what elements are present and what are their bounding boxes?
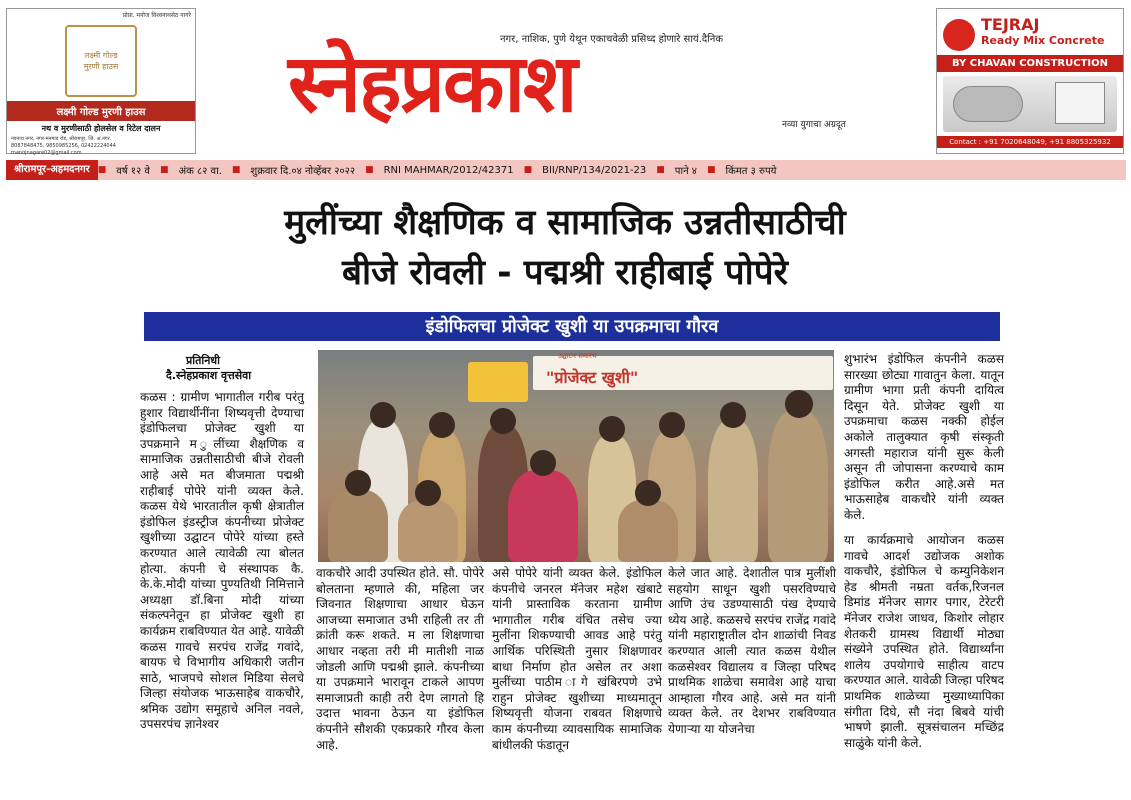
edition-issue: अंक ८२ वा. xyxy=(178,166,222,177)
byline-label: प्रतिनिधी xyxy=(186,354,220,367)
masthead-motto: नव्या युगाचा अग्रदूत xyxy=(782,120,846,130)
ad-tejraj xyxy=(936,8,1124,154)
page-count: पाने ४ xyxy=(674,166,697,177)
logo-text-2: मुरणी हाउस xyxy=(83,62,119,71)
article-column-5: या कार्यक्रमाचे आयोजन कळस गावचे आदर्श उद्योजक अशोक वाकचौरे, इंडोफिल चे कम्युनिकेशन हेड श्रीमती नम्रता वर्तक,रिजनल डिमांड मॅनेजर सागर पगार, टेरेटरी मॅनेजर राजेश जाधव, किशोर लोहार शेतकरी ग्रामस्थ विद्यार्थी मोठ्या संख्येने उपस्थित होते. विद्यार्थ्यांना शालेय उपयोगाचे साहीत्य वाटप करण्यात आले. यावेळी जिल्हा परिषद प्राथमिक शाळेच्या मुख्याध्यापिका संगीता दिघे, सौ नंदा बिबवे यांची भाषणे झाली. सूत्रसंचालन मच्छिंद्र साळुंके यांनी केले. xyxy=(844,533,1004,750)
masthead-tagline: नगर, नाशिक, पुणे येथून एकाचवेळी प्रसिध्द होणारे सायं.दैनिक xyxy=(500,34,724,45)
price: किंमत ३ रुपये xyxy=(725,166,777,177)
headline-line-2: बीजे रोवली - पद्मश्री राहीबाई पोपेरे xyxy=(342,253,788,293)
person-head xyxy=(345,470,371,496)
event-photo xyxy=(318,350,834,562)
sun-logo-icon xyxy=(943,19,975,51)
main-headline xyxy=(60,198,1070,298)
issue-info-bar xyxy=(6,160,1126,180)
bullet-icon: ■ xyxy=(97,165,107,175)
truck-drum xyxy=(953,86,1023,122)
person-head xyxy=(370,402,396,428)
ad-email: manojnagare02@gmail.com xyxy=(11,150,82,156)
newspaper-title: स्नेहप्रकाश xyxy=(288,36,576,130)
sub-headline: इंडोफिलचा प्रोजेक्ट खुशी या उपक्रमाचा गौरव xyxy=(144,312,1000,341)
ad-shop-subtitle: नथ व मुरणीसाठी होलसेल व रिटेल दालन xyxy=(41,124,161,133)
edition-place: श्रीरामपूर-अहमदनगर xyxy=(6,160,98,180)
article-column-3: असे पोपेरे यांनी व्यक्त केले. इंडोफिल कंपनीचे जनरल मॅनेजर महेश खंबाटे यांनी प्रास्ताविक करताना ग्रामीण भागातील गरीब वंचित तसेच ज्या मुलींना शिकण्याची आवड आहे परंतु आर्थिक परिस्थिती नुसार शिक्षणावर बाधा निर्माण होत असेल तर अशा मुलींच्या पाठीम ागे खंबिरपणे उभे राहुन प्रोजेक्ट खुशीच्या माध्यमातून शिष्यवृत्ती योजना राबवत शिक्षणाचे काम कंपनीच्या व्यावसायिक सामाजिक बांधीलकी फंडातून xyxy=(492,566,662,752)
bullet-icon: ■ xyxy=(231,165,241,175)
ad-address: नवनाथ नगर, नगर-मनमाड रोड, श्रीरामपूर, जि. अ.नगर. xyxy=(11,136,112,142)
byline-service: दै.स्नेहप्रकाश वृत्तसेवा xyxy=(166,369,252,382)
bullet-icon: ■ xyxy=(707,165,716,175)
banner-title: "प्रोजेक्ट खुशी" xyxy=(546,368,639,387)
article-column-4: केले जात आहे. देशातील पात्र मुलींशी सहयोग साधून खुशी पसरविण्याचे आणि उंच उडण्यासाठी पंख देण्याचे ध्येय आहे. कळसचे सरपंच राजेंद्र गवांदे यांनी महाराष्ट्रातील दोन शाळांची निवड करण्यात आली त्यात कळस येथील कळसेश्वर विद्यालय व जिल्हा परिषद प्राथमिक शाळेचा समावेश आहे याचा आम्हाला गौरव आहे. असे मत यांनी व्यक्त केले. तर देशभर राबविण्यात येणाऱ्या या योजनेचा xyxy=(668,566,836,736)
edition-year: वर्ष १२ वे xyxy=(116,166,150,177)
article-column-2: वाकचौरे आदी उपस्थित होते. सौ. पोपेरे बोलताना म्हणाले की, महिला जर जिवनात शिक्षणाचा आधार घेऊन आजच्या समाजात उभी राहिली तर ती क्रांती करू शकते. म ला शिक्षणाचा आधार नव्हता तरी मी मातीशी नाळ जोडली आणि पद्मश्री झाले. कंपनीच्या या उपक्रमाने भारावून टाकले आपण समाजाप्रती काही तरी देण लागतो हि उदात्त भावना ठेऊन या इंडोफिल कंपनीने सौशकी एकप्रकारे गौरव केला आहे. xyxy=(316,566,484,752)
ad-laxmi-gold xyxy=(6,8,196,154)
book-graphic-icon xyxy=(468,362,528,402)
person-head xyxy=(429,412,455,438)
bii-number: BII/RNP/134/2021-23 xyxy=(542,164,647,176)
bullet-icon: ■ xyxy=(365,165,374,175)
bullet-icon: ■ xyxy=(656,165,665,175)
article-column-1: कळस : ग्रामीण भागातील गरीब परंतु हुशार विद्यार्थीनींना शिष्यवृत्ती देण्याचा इंडोफिलचा प्रोजेक्ट खुशी या उपक्रमाने म ुलींच्या शैक्षणिक व सामाजिक उन्नतीसाठीची बीजे रोवली आहे असे मत बीजमाता पद्मश्री राहीबाई पोपेरे यांनी व्यक्त केले. कळस येथे भारतातील कृषी क्षेत्रातील इंडोफिल इंडस्ट्रीज कंपनीच्या प्रोजेक्ट खुशीच्या उद्घाटन पोपेरे यांच्या हस्ते करण्यात आले त्यावेळी त्या बोलत होत्या. कंपनी चे संस्थापक कै. के.के.मोदी यांच्या पुण्यतिथी निमित्ताने अध्यक्षा डॉ.बिना मोदी यांच्या संकल्पनेतून हा प्रोजेक्ट खुशी हा कार्यक्रम राबविण्यात येत आहे. यावेळी कळस गावचे सरपंच राजेंद्र गवांदे, बायफ चे विभागीय अधिकारी जतीन साठे, भाजपचे सोशल मिडिया सेलचे जिल्हा संयोजक भाऊसाहेब वाकचौरे, श्रमिक उद्योग समूहाचे अनिल नवले, उपसरपंच ज्ञानेश्वर xyxy=(140,390,304,732)
ad-by-line: BY CHAVAN CONSTRUCTION xyxy=(937,55,1123,72)
logo-text-1: लक्ष्मी गोल्ड xyxy=(84,51,118,60)
bullet-icon: ■ xyxy=(159,165,169,175)
truck-cab xyxy=(1055,82,1105,124)
edition-date: शुक्रवार दि.०४ नोव्हेंबर २०२२ xyxy=(250,166,356,177)
ad-brand-sub: Ready Mix Concrete xyxy=(981,34,1105,47)
ad-phones: 8087848475, 9850985256, 02422224044 xyxy=(11,143,116,149)
person-figure xyxy=(768,410,828,562)
person-head xyxy=(635,480,661,506)
person-head xyxy=(530,450,556,476)
person-figure xyxy=(508,470,578,562)
banner-small-text: उद्घाटन समारंभ xyxy=(558,352,597,360)
laxmi-gold-logo-icon xyxy=(65,25,137,97)
headline-line-1: मुलींच्या शैक्षणिक व सामाजिक उन्नतीसाठीची xyxy=(284,203,846,243)
person-head xyxy=(415,480,441,506)
ad-brand: TEJRAJ xyxy=(981,15,1040,34)
person-figure xyxy=(708,420,758,562)
rni-number: RNI MAHMAR/2012/42371 xyxy=(383,164,514,176)
person-head xyxy=(490,408,516,434)
person-figure xyxy=(398,500,458,562)
person-head xyxy=(720,402,746,428)
bullet-icon: ■ xyxy=(523,165,533,175)
article-column-5-top: शुभारंभ इंडोफिल कंपनीने कळस सारख्या छोट्या गावातुन केला. यातून ग्रामीण भागा प्रती कंपनी दायित्व दिसून येते. प्रोजेक्ट खुशी या उपक्रमाचा कळस नक्की होईल अकोले तालुक्यात कृषी संस्कृती अगस्ती महाराज यांनी सुरू केली असून ती जोपासना करण्याचे काम इंडोफिल करीत आहे.असे मत भाऊसाहेब वाकचौरे यांनी व्यक्त केले. xyxy=(844,352,1004,522)
person-figure xyxy=(618,500,678,562)
person-head xyxy=(785,390,813,418)
person-head xyxy=(659,412,685,438)
ad-shop-name: लक्ष्मी गोल्ड मुरणी हाउस xyxy=(7,101,195,121)
person-figure xyxy=(328,490,388,562)
ad-proprietor: प्रोप्रा. मनोज विश्वनाथसेठ नागरे xyxy=(122,12,191,19)
ad-contact: Contact : +91 7020648049, +91 8805325932 xyxy=(937,136,1123,148)
concrete-truck-icon xyxy=(943,76,1117,132)
person-head xyxy=(599,416,625,442)
